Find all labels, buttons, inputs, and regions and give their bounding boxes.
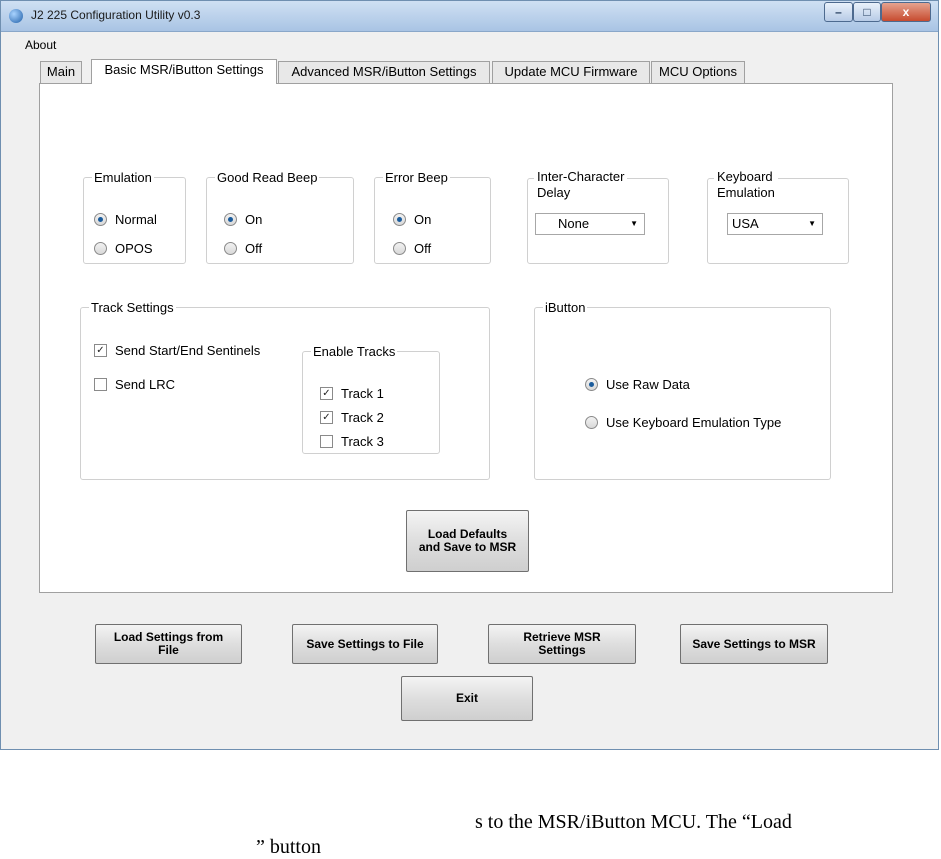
error-beep-off-radio[interactable]: Off — [393, 239, 431, 257]
window-title: J2 225 Configuration Utility v0.3 — [31, 8, 201, 22]
use-raw-data-radio[interactable]: Use Raw Data — [585, 375, 690, 393]
save-settings-to-file-button[interactable]: Save Settings to File — [292, 624, 438, 664]
exit-button[interactable]: Exit — [401, 676, 533, 721]
inter-char-delay-label: Inter-Character Delay — [534, 169, 627, 201]
retrieve-msr-settings-button[interactable]: Retrieve MSR Settings — [488, 624, 636, 664]
emulation-normal-radio[interactable]: Normal — [94, 210, 157, 228]
send-lrc-checkbox[interactable]: Send LRC — [94, 375, 175, 393]
save-settings-to-msr-button[interactable]: Save Settings to MSR — [680, 624, 828, 664]
radio-selected-icon — [94, 213, 107, 226]
minimize-button[interactable]: – — [824, 2, 853, 22]
radio-selected-icon — [585, 378, 598, 391]
load-defaults-button[interactable]: Load Defaults and Save to MSR — [406, 510, 529, 572]
checkbox-icon — [320, 435, 333, 448]
checkbox-checked-icon: ✓ — [320, 411, 333, 424]
checkbox-checked-icon: ✓ — [320, 387, 333, 400]
document-text-line-1: s to the MSR/iButton MCU. The “Load — [475, 811, 792, 833]
ibutton-group — [534, 300, 831, 480]
radio-selected-icon — [393, 213, 406, 226]
radio-icon — [94, 242, 107, 255]
enable-tracks-group — [302, 344, 440, 454]
track-settings-label: Track Settings — [91, 300, 174, 315]
track-2-checkbox[interactable]: ✓ Track 2 — [320, 408, 384, 426]
track-settings-group — [80, 300, 490, 480]
radio-icon — [585, 416, 598, 429]
menu-bar — [25, 38, 56, 52]
good-read-beep-group — [206, 170, 354, 264]
use-keyboard-emulation-radio[interactable]: Use Keyboard Emulation Type — [585, 413, 781, 431]
keyboard-emulation-select[interactable]: USA ▼ — [727, 213, 823, 235]
track-3-checkbox[interactable]: Track 3 — [320, 432, 384, 450]
radio-icon — [224, 242, 237, 255]
radio-icon — [393, 242, 406, 255]
inter-char-delay-group — [527, 169, 669, 264]
tab-update-firmware[interactable]: Update MCU Firmware — [492, 61, 650, 83]
checkbox-checked-icon: ✓ — [94, 344, 107, 357]
emulation-opos-radio[interactable]: OPOS — [94, 239, 153, 257]
inter-char-delay-select[interactable]: None ▼ — [535, 213, 645, 235]
document-text-line-2: ” button — [256, 836, 321, 858]
close-button[interactable]: x — [881, 2, 931, 22]
send-sentinels-checkbox[interactable]: ✓ Send Start/End Sentinels — [94, 341, 260, 359]
maximize-button[interactable]: □ — [853, 2, 881, 22]
tab-main[interactable]: Main — [40, 61, 82, 83]
tab-advanced-settings[interactable]: Advanced MSR/iButton Settings — [278, 61, 490, 83]
app-icon — [9, 9, 23, 23]
good-read-beep-off-radio[interactable]: Off — [224, 239, 262, 257]
track-1-checkbox[interactable]: ✓ Track 1 — [320, 384, 384, 402]
menu-about[interactable]: About — [25, 38, 57, 52]
ibutton-label: iButton — [545, 300, 586, 315]
load-settings-from-file-button[interactable]: Load Settings from File — [95, 624, 242, 664]
chevron-down-icon: ▼ — [808, 219, 816, 228]
error-beep-group — [374, 170, 491, 264]
keyboard-emulation-group — [707, 169, 849, 264]
tab-mcu-options[interactable]: MCU Options — [651, 61, 745, 83]
good-read-beep-on-radio[interactable]: On — [224, 210, 262, 228]
emulation-label: Emulation — [94, 170, 152, 185]
emulation-group — [83, 170, 186, 264]
chevron-down-icon: ▼ — [630, 219, 638, 228]
tab-basic-settings[interactable]: Basic MSR/iButton Settings — [91, 59, 277, 84]
enable-tracks-label: Enable Tracks — [313, 344, 396, 359]
radio-selected-icon — [224, 213, 237, 226]
good-read-beep-label: Good Read Beep — [217, 170, 318, 185]
tab-panel — [39, 83, 893, 593]
checkbox-icon — [94, 378, 107, 391]
error-beep-label: Error Beep — [385, 170, 448, 185]
title-bar — [1, 1, 938, 32]
error-beep-on-radio[interactable]: On — [393, 210, 431, 228]
keyboard-emulation-label: Keyboard Emulation — [714, 169, 778, 201]
